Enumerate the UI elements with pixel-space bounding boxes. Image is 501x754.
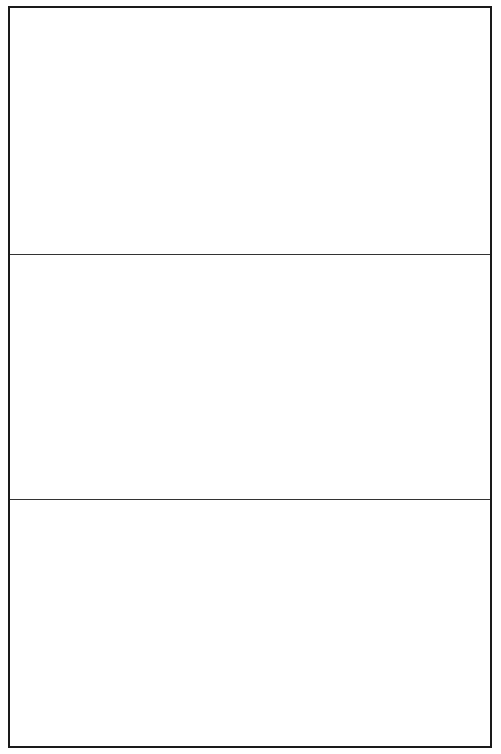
top-panel: [10, 8, 490, 255]
bottom-panel: [10, 499, 490, 746]
middle-panel: [10, 254, 490, 500]
scanned-page: [8, 6, 492, 748]
